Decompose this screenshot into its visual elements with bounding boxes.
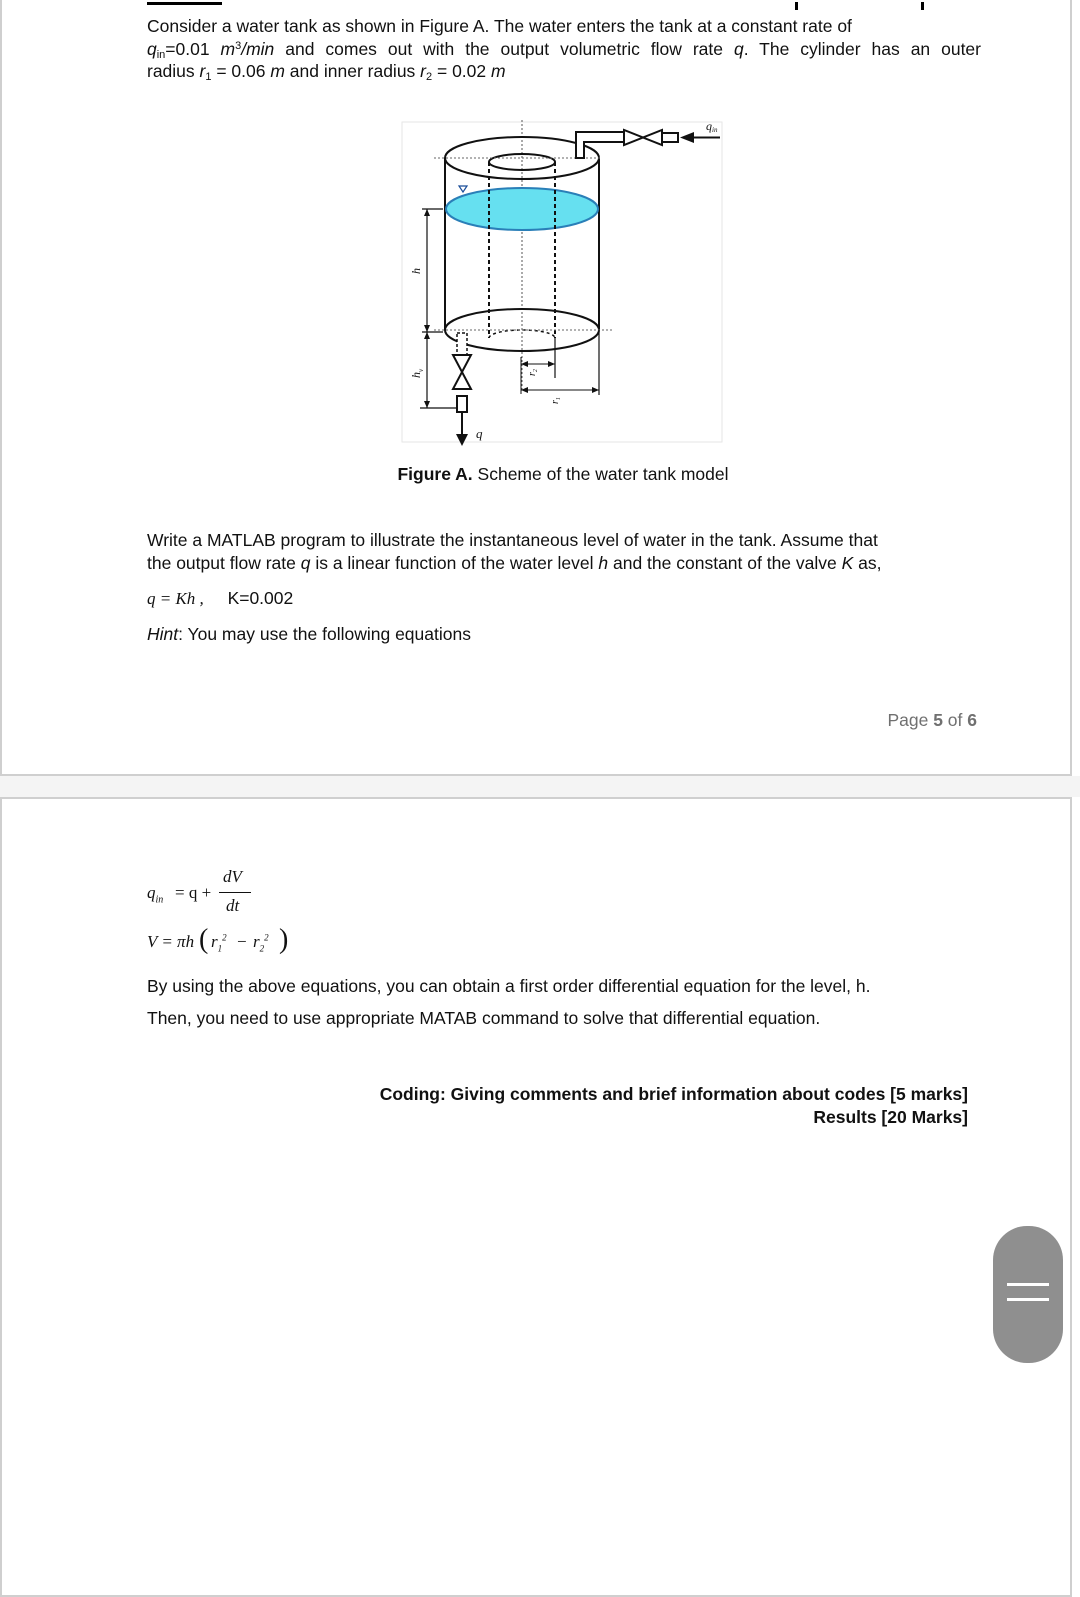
valve-equation-line [147,587,293,610]
r2-dim-arrow [548,361,555,367]
page-number: Page 5 of 6 [887,710,977,730]
r1-dim-arrow [592,387,599,393]
explanation-line-2: Then, you need to use appropriate MATAB command to solve that differential equation. [147,1008,821,1028]
valve-constant: K=0.002 [227,588,294,608]
marks-coding: Coding: Giving comments and brief information about codes [5 marks] [379,1084,968,1104]
label-hv: $h_v$ [409,368,425,378]
hint-line: Hint: You may use the following equations [147,624,471,644]
inlet-pipe [576,132,624,158]
task-paragraph [147,529,981,574]
water-surface [446,188,598,230]
fraction-bar [219,892,251,893]
task-line-1: Write a MATLAB program to illustrate the instantaneous level of water in the tank. Assume that [147,530,878,550]
hv-dim-arrow-top [424,332,430,339]
equation-volume: V = πh ( $r_1^2$ − $r_2^2$ ) [147,924,289,955]
label-q-in: qin [706,119,718,134]
label-r2: $r_2$ [527,369,539,376]
page-gap [0,776,1080,797]
intro-line-3: radius $r_1 = 0.06$ m and inner radius $r_2 = 0.02$ m [147,61,506,83]
label-q: q [476,426,483,441]
outlet-arrow-icon [456,434,468,446]
inlet-pipe-end [662,133,678,142]
outlet-valve-icon [453,355,471,389]
intro-line-2: $q_{in}=0.01$ $m^3/\min$ and comes out with the output volumetric flow rate q. The cylinder has an outer [147,38,981,61]
equation-mass-balance: $q_{in}$ = q + dV dt [147,871,267,921]
scroll-handle-grip-bottom [1007,1298,1049,1301]
h-dim-arrow-bottom [424,325,430,332]
explanation-line-1: By using the above equations, you can obtain a first order differential equation for the level, h. [147,976,871,996]
task-line-2: the output flow rate q is a linear function of the water level h and the constant of the valve K as, [147,552,882,573]
label-h: h [409,268,423,274]
intro-line-1: Consider a water tank as shown in Figure A. The water enters the tank at a constant rate of [147,16,852,36]
figure-caption: Figure A. Scheme of the water tank model [397,464,729,484]
marks-results: Results [20 Marks] [813,1107,968,1127]
outlet-pipe-bottom [457,396,467,412]
hv-dim-arrow-bottom [424,401,430,408]
document-page-5 [0,0,1072,776]
valve-equation: q = Kh , [147,589,204,608]
level-marker-icon [459,186,467,192]
inlet-valve-icon [624,130,662,145]
document-page-6 [0,797,1072,1597]
label-r1: $r_1$ [550,397,562,404]
water-tank-figure [2,2,1074,462]
scroll-handle[interactable] [993,1226,1063,1363]
figure-frame [402,122,722,442]
outlet-pipe-top [457,333,467,355]
scroll-handle-grip-top [1007,1283,1049,1286]
h-dim-arrow-top [424,209,430,216]
r1-dim-arrow-left [521,387,528,393]
marking-scheme [380,1083,968,1129]
inlet-arrow-icon [680,132,694,143]
